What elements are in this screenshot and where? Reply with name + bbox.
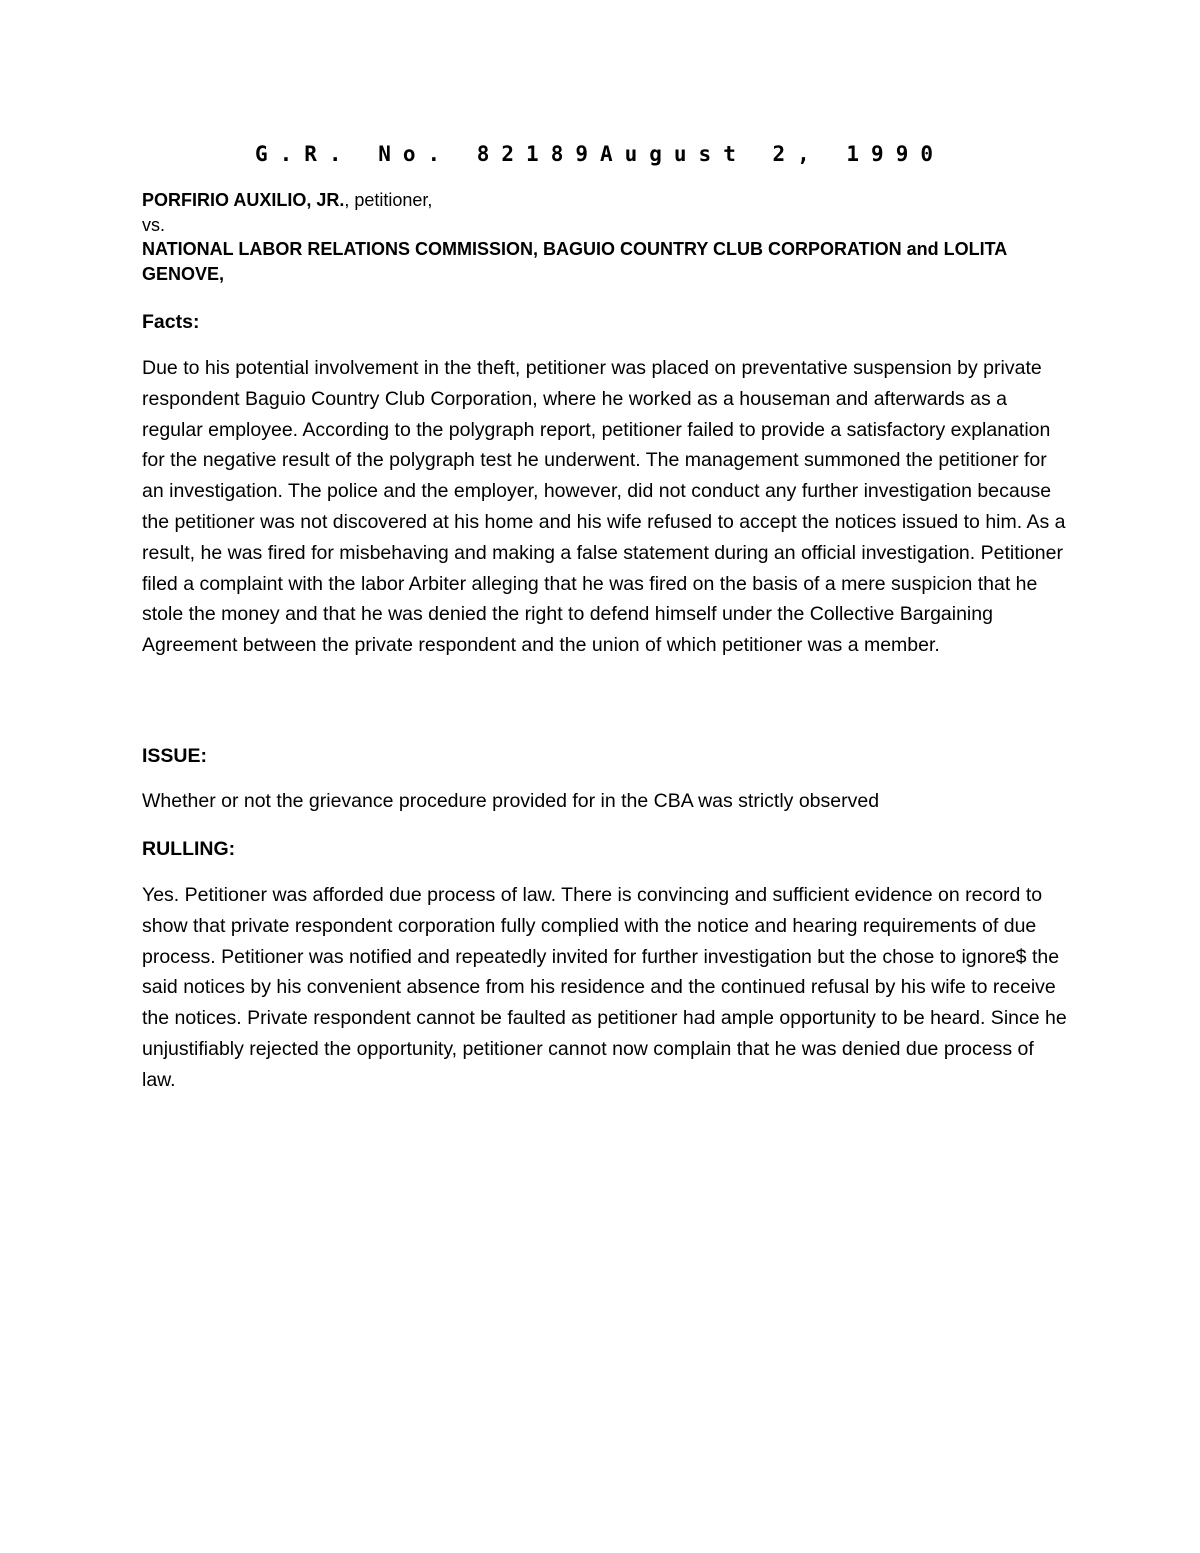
- petitioner-name: PORFIRIO AUXILIO, JR.: [142, 190, 345, 210]
- issue-label: ISSUE:: [142, 745, 208, 767]
- facts-paragraph: Due to his potential involvement in the theft, petitioner was placed on preventative suspension by private respondent Baguio Country Club Corporation, where he worked as a houseman and afterwards as a regular employee. According to the polygraph report, petitioner failed to provide a satisfactory explanation for the negative result of the polygraph test he underwent. The management summoned the petitioner for an investigation. The police and the employer, however, did not conduct any further investigation because the petitioner was not discovered at his home and his wife refused to accept the notices issued to him. As a result, he was fired for misbehaving and making a false statement during an official investigation. Petitioner filed a complaint with the labor Arbiter alleging that he was fired on the basis of a mere suspicion that he stole the money and that he was denied the right to defend himself under the Collective Bargaining Agreement between the private respondent and the union of which petitioner was a member.: [142, 357, 1066, 657]
- ruling-paragraph: Yes. Petitioner was afforded due process of law. There is convincing and sufficient evidence on record to show that private respondent corporation fully complied with the notice and hearing requirements of due process. Petitioner was notified and repeatedly invited for further investigation but the chose to ignore$ the said notices by his convenient absence from his residence and the continued refusal by his wife to receive the notices. Private respondent cannot be faulted as petitioner had ample opportunity to be heard. Since he unjustifiably rejected the opportunity, petitioner cannot now complain that he was denied due process of law.: [142, 884, 1067, 1091]
- versus-text: vs.: [142, 215, 166, 235]
- case-number-heading: G.R. No. 82189August 2, 1990: [254, 142, 945, 166]
- issue-paragraph: Whether or not the grievance procedure provided for in the CBA was strictly observed: [142, 790, 880, 812]
- ruling-label: RULLING:: [142, 838, 236, 860]
- petitioner-role: , petitioner,: [344, 190, 433, 210]
- parties-block: [142, 188, 1072, 287]
- respondents-names: NATIONAL LABOR RELATIONS COMMISSION, BAGUIO COUNTRY CLUB CORPORATION and LOLITA GENOVE,: [142, 239, 1007, 284]
- facts-label: Facts:: [142, 311, 200, 333]
